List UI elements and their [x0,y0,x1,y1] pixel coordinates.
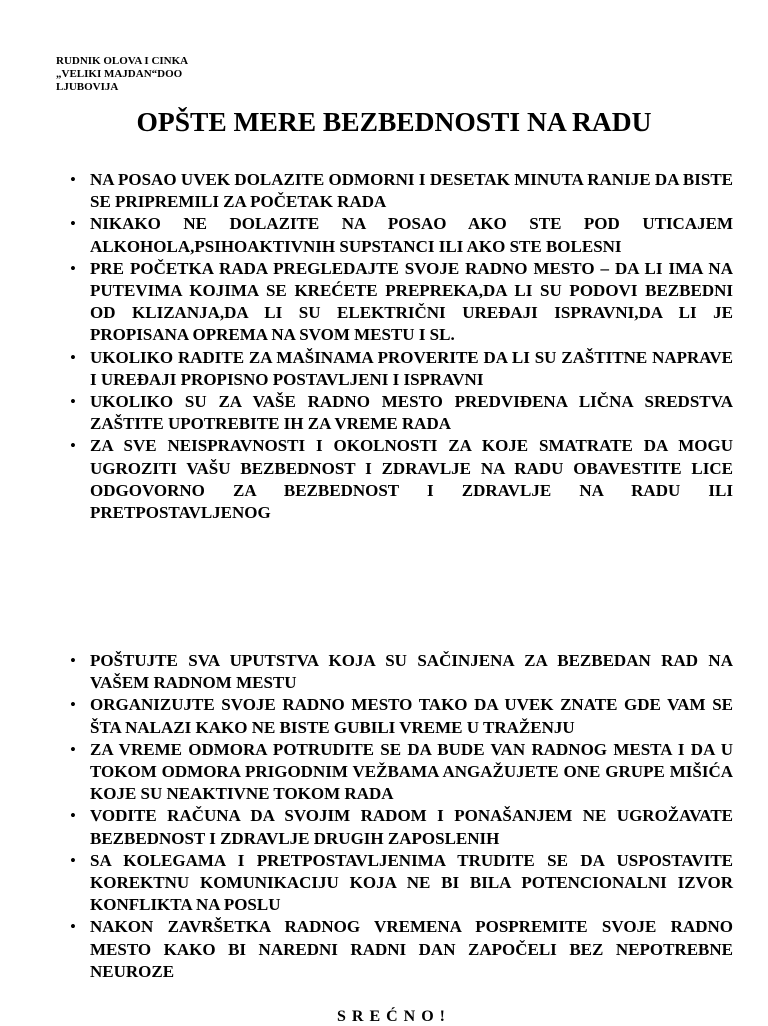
company-header [56,55,188,94]
bullet-icon: • [70,917,76,937]
bullet-icon: • [70,170,76,189]
bullet-icon: • [70,436,76,456]
list-item-text: NA POSAO UVEK DOLAZITE ODMORNI I DESETAK MINUTA RANIJE DA BISTE SE PRIPREMILI ZA POČETAK RADA [90,170,733,212]
list-item-text: ZA VREME ODMORA POTRUDITE SE DA BUDE VAN RADNOG MESTA I DA U TOKOM ODMORA PRIGODNIM VEŽBAMA ANGAŽUJETE ONE GRUPE MIŠIĆA KOJE SU NEAKTIVNE TOKOM RADA [90,739,733,804]
list-item-text: ZA SVE NEISPRAVNOSTI I OKOLNOSTI ZA KOJE SMATRATE DA MOGU UGROZITI VAŠU BEZBEDNOST I ZDRAVLJE NA RADU OBAVESTITE LICE ODGOVORNO ZA BEZBEDNOST I ZDRAVLJE NA RADU ILI PRETPOSTAVLJENOG [90,436,733,523]
page-title: OPŠTE MERE BEZBEDNOSTI NA RADU [136,106,652,137]
list-item-text: PRE POČETKA RADA PREGLEDAJTE SVOJE RADNO MESTO – DA LI IMA NA PUTEVIMA KOJIMA SE KREĆETE PREPREKA,DA LI SU PODOVI BEZBEDNI OD KLIZANJA,DA LI SU ELEKTRIČNI UREĐAJI ISPRAVNI,DA LI JE PROPISANA OPREMA NA SVOM MESTU I SL. [90,258,733,345]
list-item-text: NIKAKO NE DOLAZITE NA POSAO AKO STE POD UTICAJEM ALKOHOLA,PSIHOAKTIVNIH SUPSTANCI ILI AKO STE BOLESNI [90,214,733,256]
list-item [70,739,733,806]
list-item-text: VODITE RAČUNA DA SVOJIM RADOM I PONAŠANJEM NE UGROŽAVATE BEZBEDNOST I ZDRAVLJE DRUGIH ZAPOSLENIH [90,806,733,848]
list-item-text: UKOLIKO RADITE ZA MAŠINAMA PROVERITE DA LI SU ZAŠTITNE NAPRAVE I UREĐAJI PROPISNO POSTAVLJENI I ISPRAVNI [90,347,733,389]
bullet-icon: • [70,695,76,715]
bullet-icon: • [70,258,76,278]
bullet-icon: • [70,806,76,826]
bullet-icon: • [70,739,76,759]
bullet-icon: • [70,214,76,234]
list-item-text: ORGANIZUJTE SVOJE RADNO MESTO TAKO DA UVEK ZNATE GDE VAM SE ŠTA NALAZI KAKO NE BISTE GUBILI VREME U TRAŽENJU [90,695,733,737]
list-item [70,435,733,524]
list-item [70,850,733,917]
list-item [70,258,733,347]
list-item [70,347,733,391]
list-item [70,805,733,849]
list-item-text: SA KOLEGAMA I PRETPOSTAVLJENIMA TRUDITE SE DA USPOSTAVITE KOREKTNU KOMUNIKACIJU KOJA NE BI BILA POTENCIONALNI IZVOR KONFLIKTA NA POSLU [90,850,733,915]
safety-rules-list-2 [70,650,733,983]
bullet-icon: • [70,651,76,670]
list-item [70,169,733,213]
list-item-text: NAKON ZAVRŠETKA RADNOG VREMENA POSPREMITE SVOJE RADNO MESTO KAKO BI NAREDNI RADNI DAN ZAPOČELI BEZ NEPOTREBNE NEUROZE [90,917,733,981]
bullet-icon: • [70,347,76,367]
list-item [70,213,733,257]
list-item [70,650,733,694]
list-item [70,916,733,983]
list-item-text: POŠTUJTE SVA UPUTSTVA KOJA SU SAČINJENA ZA BEZBEDAN RAD NA VAŠEM RADNOM MESTU [90,651,733,693]
list-item-text: UKOLIKO SU ZA VAŠE RADNO MESTO PREDVIĐENA LIČNA SREDSTVA ZAŠTITE UPOTREBITE IH ZA VREME RADA [90,392,733,434]
bullet-icon: • [70,850,76,870]
company-name-line: RUDNIK OLOVA I CINKA [56,55,189,67]
list-item [70,694,733,738]
bullet-icon: • [70,392,76,412]
company-name-line: „VELIKI MAJDAN“DOO [56,68,183,80]
list-item [70,391,733,435]
closing-text: SREĆNO! [336,1008,451,1025]
safety-rules-list-1 [70,169,733,524]
company-location: LJUBOVIJA [56,81,119,93]
